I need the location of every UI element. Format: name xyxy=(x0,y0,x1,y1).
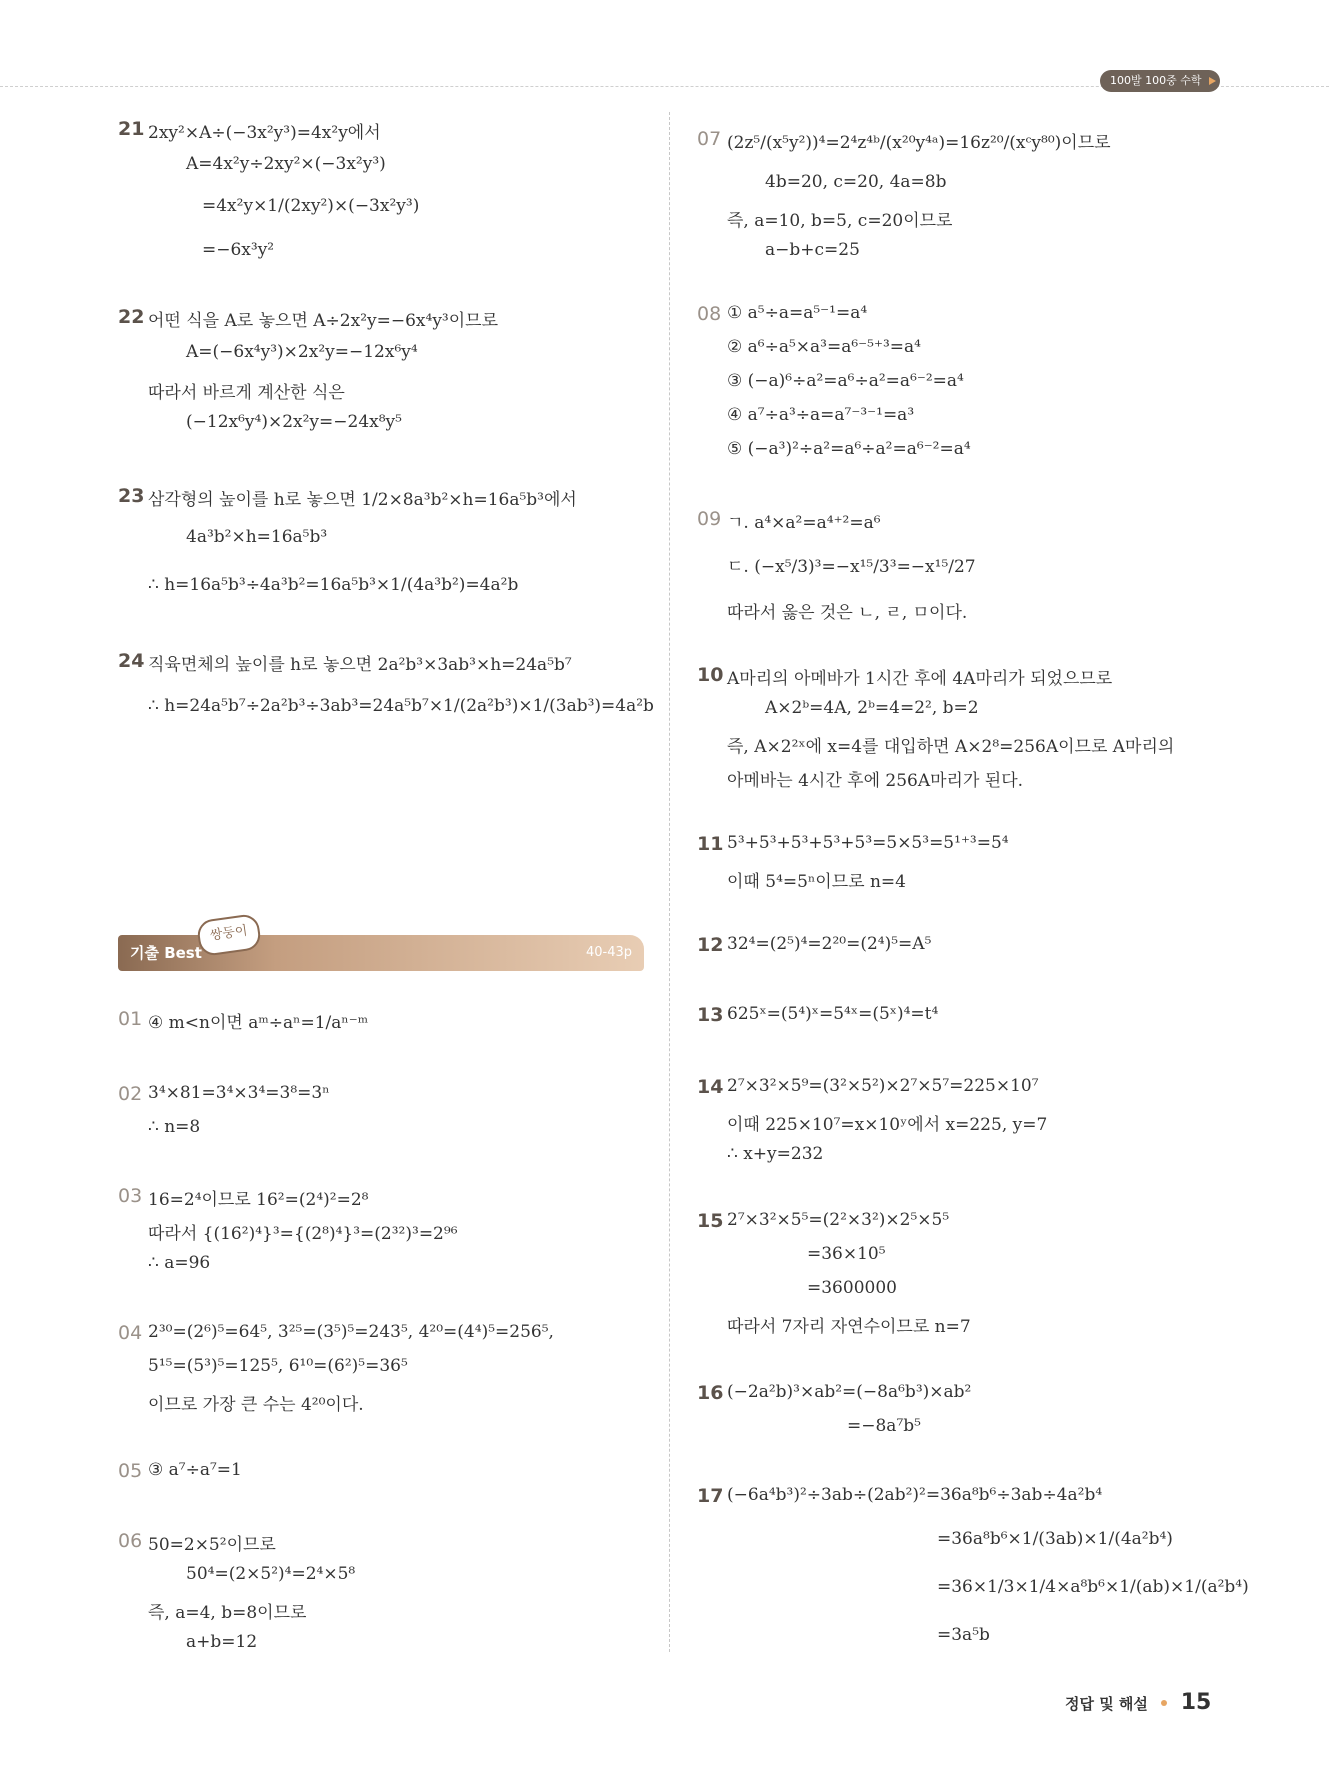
solution-line: 즉, a=4, b=8이므로 xyxy=(148,1603,307,1623)
best-section-banner xyxy=(118,923,644,971)
solution-line: ① a⁵÷a=a⁵⁻¹=a⁴ xyxy=(727,303,868,323)
solution-line: A×2ᵇ=4A, 2ᵇ=4=2², b=2 xyxy=(765,698,979,718)
solution-line: 625ˣ=(5⁴)ˣ=5⁴ˣ=(5ˣ)⁴=t⁴ xyxy=(727,1004,939,1024)
best-section-title: 기출 Best xyxy=(130,944,202,962)
solution-line: =3a⁵b xyxy=(937,1625,990,1645)
book-title-badge xyxy=(1100,70,1220,92)
solution-line: A마리의 아메바가 1시간 후에 4A마리가 되었으므로 xyxy=(727,669,1113,689)
solution-line: 따라서 7자리 자연수이므로 n=7 xyxy=(727,1317,971,1337)
solution-line: ∴ h=24a⁵b⁷÷2a²b³÷3ab³=24a⁵b⁷×1/(2a²b³)×1/(3ab³)=4a²b xyxy=(148,696,654,716)
solution-line: ③ (−a)⁶÷a²=a⁶÷a²=a⁶⁻²=a⁴ xyxy=(727,371,964,391)
bullet-icon xyxy=(1161,1700,1167,1706)
problem-number: 13 xyxy=(697,1004,724,1026)
solution-line: ④ m<n이면 aᵐ÷aⁿ=1/aⁿ⁻ᵐ xyxy=(148,1013,369,1033)
solution-line: a+b=12 xyxy=(186,1632,258,1652)
solution-line: 32⁴=(2⁵)⁴=2²⁰=(2⁴)⁵=A⁵ xyxy=(727,934,932,954)
solution-line: =−6x³y² xyxy=(202,240,275,260)
solution-line: (2z⁵/(x⁵y²))⁴=2⁴z⁴ᵇ/(x²⁰y⁴ᵃ)=16z²⁰/(xᶜy⁸⁰)이므로 xyxy=(727,133,1111,153)
problem-number: 08 xyxy=(697,303,722,325)
page-range: 40-43p xyxy=(585,945,632,960)
solution-line: 4b=20, c=20, 4a=8b xyxy=(765,172,947,192)
page-number: 15 xyxy=(1180,1690,1212,1715)
solution-line: 이때 225×10⁷=x×10ʸ에서 x=225, y=7 xyxy=(727,1115,1048,1135)
problem-number: 10 xyxy=(697,664,724,686)
problem-number: 07 xyxy=(697,128,722,150)
solution-line: 50=2×5²이므로 xyxy=(148,1535,276,1555)
solution-line: ② a⁶÷a⁵×a³=a⁶⁻⁵⁺³=a⁴ xyxy=(727,337,921,357)
solution-line: ④ a⁷÷a³÷a=a⁷⁻³⁻¹=a³ xyxy=(727,405,915,425)
twin-badge: 쌍둥이 xyxy=(196,913,262,957)
problem-number: 05 xyxy=(118,1460,143,1482)
solution-line: 5¹⁵=(5³)⁵=125⁵, 6¹⁰=(6²)⁵=36⁵ xyxy=(148,1356,408,1376)
solution-line: 4a³b²×h=16a⁵b³ xyxy=(186,527,328,547)
problem-number: 17 xyxy=(697,1485,724,1507)
solution-line: ∴ n=8 xyxy=(148,1117,201,1137)
problem-number: 12 xyxy=(697,934,724,956)
solution-line: (−6a⁴b³)²÷3ab÷(2ab²)²=36a⁸b⁶÷3ab÷4a²b⁴ xyxy=(727,1485,1103,1505)
solution-line: ∴ a=96 xyxy=(148,1253,211,1273)
column-divider xyxy=(669,112,670,1652)
solution-line: =36×1/3×1/4×a⁸b⁶×1/(ab)×1/(a²b⁴) xyxy=(937,1577,1249,1597)
problem-number: 21 xyxy=(118,118,145,140)
solution-line: ⑤ (−a³)²÷a²=a⁶÷a²=a⁶⁻²=a⁴ xyxy=(727,439,971,459)
problem-number: 14 xyxy=(697,1076,724,1098)
solution-line: ㄷ. (−x⁵/3)³=−x¹⁵/3³=−x¹⁵/27 xyxy=(727,557,976,577)
problem-number: 03 xyxy=(118,1185,143,1207)
problem-number: 11 xyxy=(697,833,724,855)
problem-number: 01 xyxy=(118,1008,143,1030)
solution-line: (−2a²b)³×ab²=(−8a⁶b³)×ab² xyxy=(727,1382,972,1402)
solution-line: 따라서 바르게 계산한 식은 xyxy=(148,383,345,403)
solution-line: a−b+c=25 xyxy=(765,240,860,260)
solution-line: 따라서 옳은 것은 ㄴ, ㄹ, ㅁ이다. xyxy=(727,603,968,623)
footer-label: 정답 및 해설 xyxy=(1065,1695,1148,1713)
problem-number: 24 xyxy=(118,650,145,672)
solution-line: 어떤 식을 A로 놓으면 A÷2x²y=−6x⁴y³이므로 xyxy=(148,311,499,331)
solution-line: 3⁴×81=3⁴×3⁴=3⁸=3ⁿ xyxy=(148,1083,330,1103)
problem-number: 06 xyxy=(118,1530,143,1552)
solution-line: 16=2⁴이므로 16²=(2⁴)²=2⁸ xyxy=(148,1190,369,1210)
solution-line: 5³+5³+5³+5³+5³=5×5³=5¹⁺³=5⁴ xyxy=(727,833,1009,853)
solution-line: 2⁷×3²×5⁵=(2²×3²)×2⁵×5⁵ xyxy=(727,1210,950,1230)
arrow-icon xyxy=(1209,77,1216,85)
solution-line: =4x²y×1/(2xy²)×(−3x²y³) xyxy=(202,196,420,216)
solution-line: (−12x⁶y⁴)×2x²y=−24x⁸y⁵ xyxy=(186,412,402,432)
problem-number: 09 xyxy=(697,508,722,530)
solution-line: 따라서 {(16²)⁴}³={(2⁸)⁴}³=(2³²)³=2⁹⁶ xyxy=(148,1224,458,1244)
solution-line: 2³⁰=(2⁶)⁵=64⁵, 3²⁵=(3⁵)⁵=243⁵, 4²⁰=(4⁴)⁵=256⁵, xyxy=(148,1322,554,1342)
solution-line: 50⁴=(2×5²)⁴=2⁴×5⁸ xyxy=(186,1564,356,1584)
solution-line: =3600000 xyxy=(807,1278,897,1298)
solution-line: 즉, A×2²ˣ에 x=4를 대입하면 A×2⁸=256A이므로 A마리의 xyxy=(727,737,1175,757)
solution-line: 즉, a=10, b=5, c=20이므로 xyxy=(727,211,953,231)
solution-line: =36a⁸b⁶×1/(3ab)×1/(4a²b⁴) xyxy=(937,1529,1173,1549)
solution-line: =−8a⁷b⁵ xyxy=(847,1416,921,1436)
solution-line: A=4x²y÷2xy²×(−3x²y³) xyxy=(186,154,386,174)
solution-line: A=(−6x⁴y³)×2x²y=−12x⁶y⁴ xyxy=(186,342,418,362)
problem-number: 04 xyxy=(118,1322,143,1344)
solution-line: 2⁷×3²×5⁹=(3²×5²)×2⁷×5⁷=225×10⁷ xyxy=(727,1076,1039,1096)
problem-number: 15 xyxy=(697,1210,724,1232)
problem-number: 22 xyxy=(118,306,145,328)
solution-line: =36×10⁵ xyxy=(807,1244,886,1264)
solution-line: ㄱ. a⁴×a²=a⁴⁺²=a⁶ xyxy=(727,513,881,533)
solution-line: 이므로 가장 큰 수는 4²⁰이다. xyxy=(148,1395,364,1415)
problem-number: 23 xyxy=(118,485,145,507)
problem-number: 02 xyxy=(118,1083,143,1105)
solution-line: ③ a⁷÷a⁷=1 xyxy=(148,1460,242,1480)
problem-number: 16 xyxy=(697,1382,724,1404)
solution-line: 삼각형의 높이를 h로 놓으면 1/2×8a³b²×h=16a⁵b³에서 xyxy=(148,490,577,510)
solution-line: ∴ x+y=232 xyxy=(727,1144,824,1164)
book-title: 100발 100중 수학 xyxy=(1110,74,1202,87)
solution-line: 직육면체의 높이를 h로 놓으면 2a²b³×3ab³×h=24a⁵b⁷ xyxy=(148,655,572,675)
solution-line: 아메바는 4시간 후에 256A마리가 된다. xyxy=(727,771,1024,791)
solution-line: 2xy²×A÷(−3x²y³)=4x²y에서 xyxy=(148,123,381,143)
solution-line: ∴ h=16a⁵b³÷4a³b²=16a⁵b³×1/(4a³b²)=4a²b xyxy=(148,575,519,595)
page-footer xyxy=(1065,1690,1211,1715)
solution-line: 이때 5⁴=5ⁿ이므로 n=4 xyxy=(727,872,906,892)
